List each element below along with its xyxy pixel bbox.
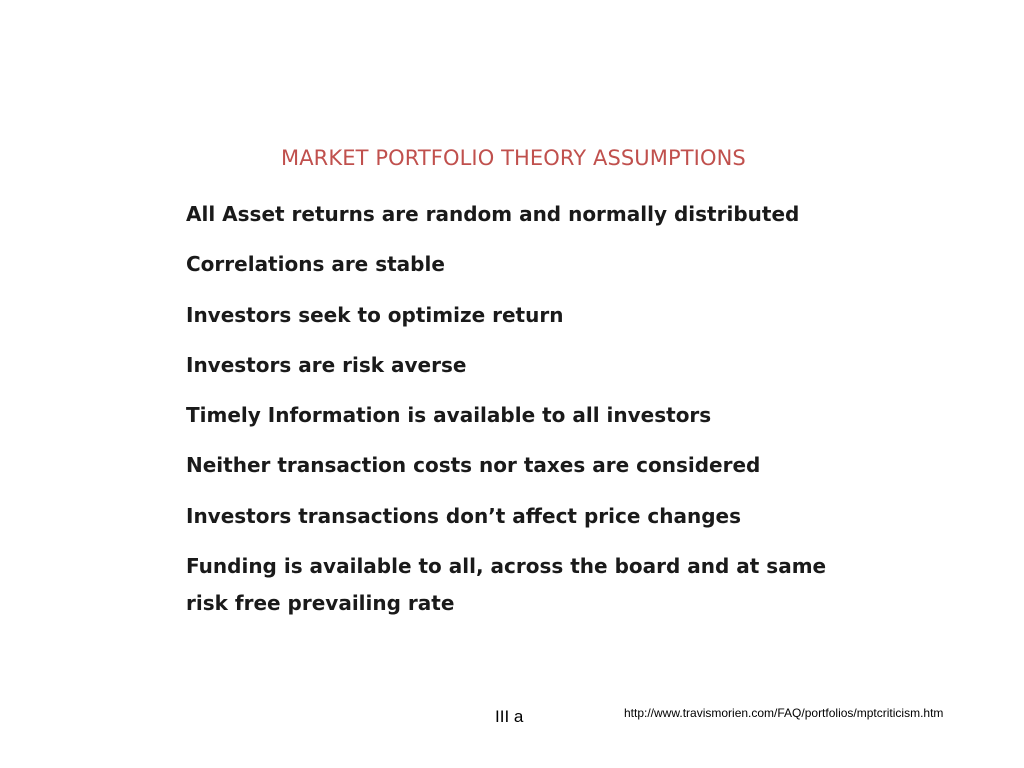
slide-section-label: III a	[495, 707, 524, 726]
assumption-item: Neither transaction costs nor taxes are considered	[186, 453, 761, 478]
assumption-item: Correlations are stable	[186, 252, 445, 277]
assumption-item: All Asset returns are random and normally distributed	[186, 202, 800, 226]
assumption-item: Investors transactions don’t affect price changes	[186, 503, 741, 528]
assumptions-list	[186, 196, 846, 622]
assumption-item: Funding is available to all, across the board and at same risk free prevailing rate	[186, 554, 827, 616]
assumption-item: Timely Information is available to all investors	[186, 403, 712, 428]
source-url-link[interactable]: http://www.travismorien.com/FAQ/portfolios/mptcriticism.htm	[624, 706, 944, 720]
assumption-item: Investors seek to optimize return	[186, 302, 564, 327]
slide-title: MARKET PORTFOLIO THEORY ASSUMPTIONS	[281, 146, 746, 170]
assumption-item: Investors are risk averse	[186, 352, 467, 377]
